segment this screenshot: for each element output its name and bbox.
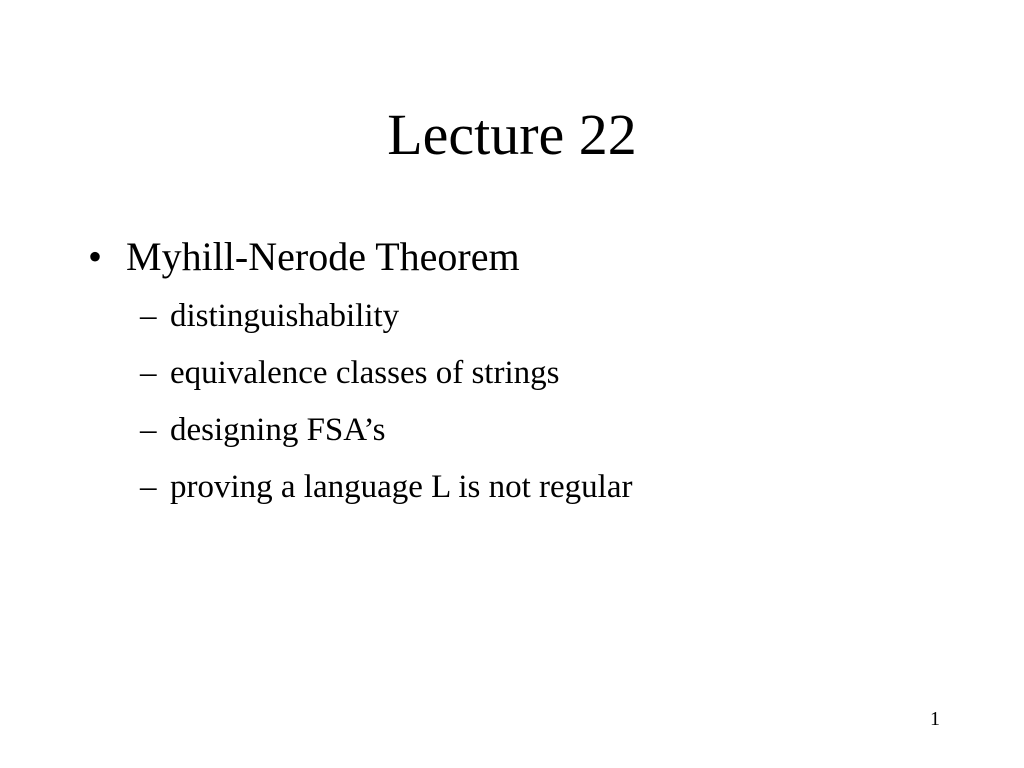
sub-bullet-item [140, 410, 632, 467]
sub-bullet-item [140, 353, 632, 410]
bullet-item [88, 232, 520, 282]
sub-bullet-text: proving a language L is not regular [170, 469, 633, 505]
sub-bullet-item [140, 467, 632, 524]
sub-bullet-marker: – [140, 412, 157, 448]
sub-bullet-text: equivalence classes of strings [170, 355, 560, 391]
sub-bullet-marker: – [140, 355, 157, 391]
bullet-marker: • [88, 234, 103, 279]
sub-bullet-marker: – [140, 298, 157, 334]
sub-bullet-list [140, 296, 632, 524]
sub-bullet-marker: – [140, 469, 157, 505]
sub-bullet-item [140, 296, 632, 353]
bullet-text: Myhill-Nerode Theorem [126, 234, 520, 279]
page-number: 1 [930, 708, 940, 730]
sub-bullet-text: distinguishability [170, 298, 400, 334]
sub-bullet-text: designing FSA’s [170, 412, 386, 448]
slide-title: Lecture 22 [387, 102, 637, 167]
